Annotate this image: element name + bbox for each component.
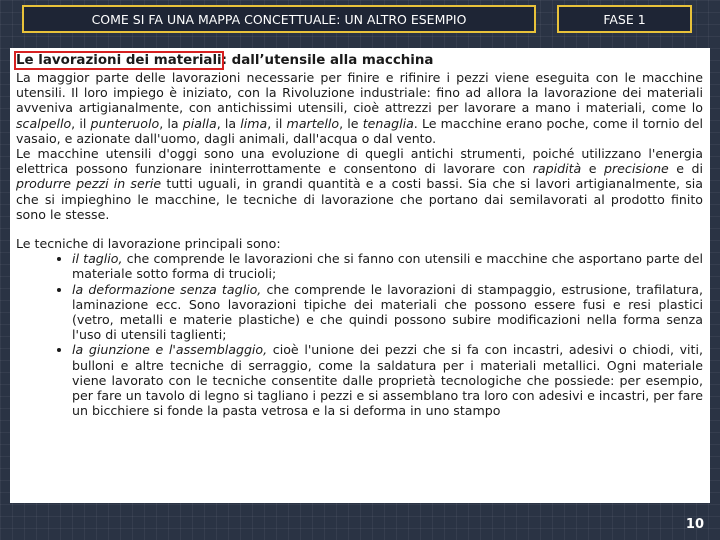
term-precisione: precisione bbox=[603, 161, 669, 177]
term-rapidita: rapidità bbox=[532, 161, 582, 177]
term-produrre-pezzi: produrre pezzi in serie bbox=[16, 176, 162, 192]
document-heading bbox=[16, 53, 703, 69]
heading-rest: : dall’utensile alla macchina bbox=[221, 53, 434, 68]
list-item: • la giunzione e l'assemblaggio, cioè l'unione dei pezzi che si fa con incastri, adesivi o chiodi, viti, bulloni e altre tecniche di serraggio, come la saldatura per i materiali metallici. Ogni materiale viene lavorato con le tecniche consentite dalle proprietà tecnologiche che possiede: per esempio, per fare un tavolo di legno si tagliano i pezzi e si assemblano tra loro con adesivi e incastri, per fare un bicchiere si fonde la pasta vetrosa e la si deforma in uno stampo bbox=[72, 342, 703, 418]
term-martello: martello bbox=[286, 115, 340, 131]
slide-title bbox=[22, 5, 536, 33]
term-tenaglia: tenaglia bbox=[362, 115, 414, 131]
techniques-list bbox=[16, 251, 703, 418]
list-item: • la deformazione senza taglio, che comprende le lavorazioni di stampaggio, estrusione, trafilatura, laminazione ecc. Sono lavorazioni tipiche dei materiali che possono essere fusi e resi plastici (vetro, metalli e materie plastiche) e che quindi possono subire modificazioni nella forma senza l'uso di utensili taglienti; bbox=[72, 282, 703, 343]
document-page bbox=[10, 48, 710, 503]
highlighted-heading: Le lavorazioni dei materiali bbox=[16, 53, 222, 68]
list-item: • il taglio, che comprende le lavorazioni che si fanno con utensili e macchine che asportano parte del materiale sotto forma di trucioli; bbox=[72, 251, 703, 281]
list-item-term: la giunzione e l'assemblaggio, bbox=[72, 342, 268, 358]
paragraph-1: La maggior parte delle lavorazioni necessarie per finire e rifinire i pezzi viene eseguita con le macchine utensili. Il loro impiego è iniziato, con la Rivoluzione industriale: fino ad allora la lavorazione dei materiali avveniva artigianalmente, con antichissimi utensili, cioè attrezzi per lavorare a mano i materiali, come lo scalpello, il punteruolo, la pialla, la lima, il martello, le tenaglia. Le macchine erano poche, come il tornio del vasaio, e azionate dall'uomo, dagli animali, dall'acqua o dal vento. bbox=[16, 70, 704, 146]
spacer bbox=[16, 222, 703, 236]
term-scalpello: scalpello bbox=[16, 115, 72, 131]
term-punteruolo: punteruolo bbox=[90, 115, 160, 131]
list-intro: Le tecniche di lavorazione principali sono: bbox=[16, 236, 281, 252]
list-item-term: il taglio, bbox=[72, 251, 123, 267]
list-item-term: la deformazione senza taglio, bbox=[72, 281, 262, 297]
slide-title-text: COME SI FA UNA MAPPA CONCETTUALE: UN ALTRO ESEMPIO bbox=[91, 11, 467, 27]
phase-label bbox=[557, 5, 692, 33]
paragraph-2: Le macchine utensili d'oggi sono una evoluzione di quegli antichi strumenti, poiché utilizzano l'energia elettrica possono funzionare ininterrottamente e consentono di lavorare con rapidità e precisione e di produrre pezzi in serie tutti uguali, in grandi quantità e a costi bassi. Sia che si lavori artigianalmente, sia che si impieghino le macchine, le tecniche di lavorazione che portano dai semilavorati al prodotto finito sono le stesse. bbox=[16, 146, 704, 222]
page-number: 10 bbox=[685, 517, 704, 532]
term-lima: lima bbox=[240, 115, 268, 131]
term-pialla: pialla bbox=[182, 115, 217, 131]
phase-label-text: FASE 1 bbox=[603, 11, 646, 27]
